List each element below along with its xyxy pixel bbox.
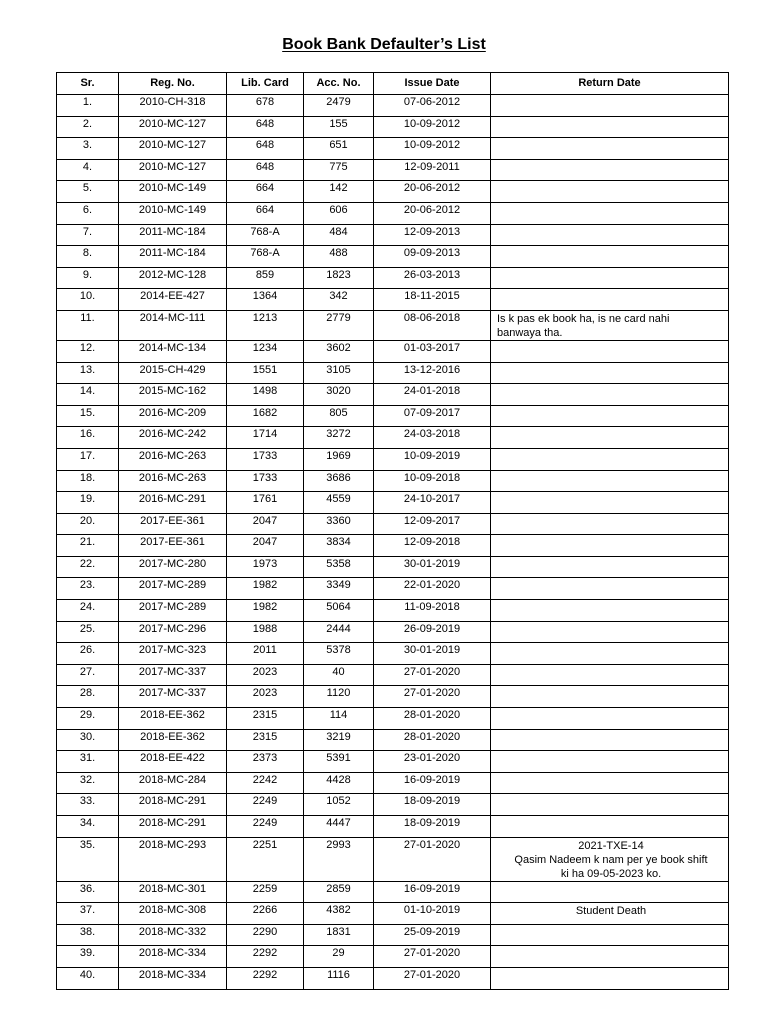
cell-sr: 37. [57, 903, 119, 925]
cell-issue-date: 10-09-2019 [374, 448, 491, 470]
table-row [57, 470, 729, 492]
cell-return-date [491, 578, 729, 600]
cell-acc-no: 5064 [304, 600, 374, 622]
cell-return-date [491, 224, 729, 246]
cell-reg-no: 2014-MC-111 [119, 310, 227, 340]
cell-acc-no: 29 [304, 946, 374, 968]
cell-acc-no: 775 [304, 159, 374, 181]
table-row [57, 816, 729, 838]
cell-reg-no: 2018-MC-332 [119, 924, 227, 946]
table-row [57, 384, 729, 406]
cell-return-date [491, 924, 729, 946]
table-row [57, 946, 729, 968]
cell-return-date [491, 729, 729, 751]
cell-sr: 11. [57, 310, 119, 340]
cell-issue-date: 07-09-2017 [374, 405, 491, 427]
cell-issue-date: 27-01-2020 [374, 837, 491, 881]
cell-issue-date: 30-01-2019 [374, 556, 491, 578]
table-row [57, 95, 729, 117]
cell-reg-no: 2018-MC-291 [119, 794, 227, 816]
cell-sr: 16. [57, 427, 119, 449]
cell-return-date [491, 289, 729, 311]
cell-acc-no: 155 [304, 116, 374, 138]
cell-return-date [491, 492, 729, 514]
column-header-sr: Sr. [57, 73, 119, 95]
cell-lib-card: 648 [227, 159, 304, 181]
cell-sr: 12. [57, 340, 119, 362]
cell-lib-card: 1234 [227, 340, 304, 362]
cell-sr: 7. [57, 224, 119, 246]
cell-lib-card: 1973 [227, 556, 304, 578]
cell-reg-no: 2016-MC-242 [119, 427, 227, 449]
cell-sr: 17. [57, 448, 119, 470]
cell-acc-no: 2859 [304, 881, 374, 903]
cell-issue-date: 10-09-2018 [374, 470, 491, 492]
cell-sr: 40. [57, 967, 119, 989]
table-row [57, 967, 729, 989]
cell-return-date [491, 95, 729, 117]
table-row [57, 708, 729, 730]
cell-lib-card: 2011 [227, 643, 304, 665]
cell-return-date [491, 159, 729, 181]
cell-reg-no: 2018-MC-284 [119, 772, 227, 794]
cell-acc-no: 606 [304, 202, 374, 224]
column-header-lib-card: Lib. Card [227, 73, 304, 95]
cell-sr: 10. [57, 289, 119, 311]
table-row [57, 578, 729, 600]
cell-issue-date: 27-01-2020 [374, 664, 491, 686]
cell-reg-no: 2012-MC-128 [119, 267, 227, 289]
cell-acc-no: 651 [304, 138, 374, 160]
cell-sr: 13. [57, 362, 119, 384]
cell-reg-no: 2017-MC-289 [119, 578, 227, 600]
cell-reg-no: 2018-MC-334 [119, 967, 227, 989]
page-title: Book Bank Defaulter’s List [282, 36, 486, 53]
cell-reg-no: 2014-MC-134 [119, 340, 227, 362]
cell-issue-date: 16-09-2019 [374, 881, 491, 903]
cell-issue-date: 16-09-2019 [374, 772, 491, 794]
cell-issue-date: 27-01-2020 [374, 967, 491, 989]
cell-return-date [491, 138, 729, 160]
column-header-issue-date: Issue Date [374, 73, 491, 95]
cell-return-date [491, 751, 729, 773]
cell-lib-card: 2023 [227, 664, 304, 686]
cell-acc-no: 3105 [304, 362, 374, 384]
table-row [57, 224, 729, 246]
cell-acc-no: 1823 [304, 267, 374, 289]
cell-reg-no: 2018-MC-308 [119, 903, 227, 925]
cell-sr: 20. [57, 513, 119, 535]
return-note-line: 2021-TXE-14 [578, 839, 644, 852]
cell-sr: 35. [57, 837, 119, 881]
cell-acc-no: 114 [304, 708, 374, 730]
cell-acc-no: 4428 [304, 772, 374, 794]
cell-return-date [491, 967, 729, 989]
cell-issue-date: 26-09-2019 [374, 621, 491, 643]
cell-sr: 15. [57, 405, 119, 427]
table-row [57, 751, 729, 773]
cell-acc-no: 5378 [304, 643, 374, 665]
table-body [57, 95, 729, 990]
cell-return-date [491, 405, 729, 427]
cell-lib-card: 768-A [227, 224, 304, 246]
cell-issue-date: 10-09-2012 [374, 138, 491, 160]
cell-reg-no: 2010-MC-149 [119, 202, 227, 224]
cell-issue-date: 07-06-2012 [374, 95, 491, 117]
table-row [57, 362, 729, 384]
cell-return-date [491, 686, 729, 708]
cell-acc-no: 2444 [304, 621, 374, 643]
cell-lib-card: 1982 [227, 578, 304, 600]
cell-acc-no: 3686 [304, 470, 374, 492]
cell-lib-card: 2251 [227, 837, 304, 881]
table-header-row [57, 73, 729, 95]
cell-acc-no: 2993 [304, 837, 374, 881]
table-row [57, 729, 729, 751]
cell-lib-card: 1714 [227, 427, 304, 449]
cell-lib-card: 2047 [227, 535, 304, 557]
cell-sr: 4. [57, 159, 119, 181]
cell-acc-no: 805 [304, 405, 374, 427]
cell-issue-date: 08-06-2018 [374, 310, 491, 340]
cell-return-date [491, 794, 729, 816]
cell-acc-no: 484 [304, 224, 374, 246]
cell-return-date [491, 362, 729, 384]
cell-lib-card: 2047 [227, 513, 304, 535]
cell-issue-date: 26-03-2013 [374, 267, 491, 289]
cell-sr: 38. [57, 924, 119, 946]
cell-issue-date: 18-09-2019 [374, 794, 491, 816]
table-row [57, 621, 729, 643]
cell-issue-date: 24-03-2018 [374, 427, 491, 449]
cell-issue-date: 12-09-2013 [374, 224, 491, 246]
cell-acc-no: 4447 [304, 816, 374, 838]
cell-issue-date: 24-10-2017 [374, 492, 491, 514]
table-row [57, 289, 729, 311]
cell-return-date [491, 816, 729, 838]
return-note-line: Is k pas ek book ha, is ne card nahi [497, 312, 670, 325]
return-note-line: banwaya tha. [497, 326, 563, 339]
cell-reg-no: 2017-MC-296 [119, 621, 227, 643]
table-row [57, 116, 729, 138]
table-row [57, 310, 729, 340]
cell-sr: 9. [57, 267, 119, 289]
cell-reg-no: 2018-MC-334 [119, 946, 227, 968]
cell-return-date: Student Death [491, 903, 729, 925]
table-row [57, 794, 729, 816]
cell-lib-card: 648 [227, 116, 304, 138]
cell-sr: 33. [57, 794, 119, 816]
cell-reg-no: 2017-MC-280 [119, 556, 227, 578]
cell-reg-no: 2010-MC-127 [119, 138, 227, 160]
cell-acc-no: 3272 [304, 427, 374, 449]
cell-issue-date: 12-09-2018 [374, 535, 491, 557]
cell-issue-date: 12-09-2017 [374, 513, 491, 535]
cell-return-date [491, 708, 729, 730]
cell-issue-date: 11-09-2018 [374, 600, 491, 622]
cell-sr: 25. [57, 621, 119, 643]
cell-lib-card: 2292 [227, 967, 304, 989]
table-row [57, 181, 729, 203]
cell-reg-no: 2014-EE-427 [119, 289, 227, 311]
cell-return-date [491, 881, 729, 903]
table-row [57, 643, 729, 665]
cell-acc-no: 1116 [304, 967, 374, 989]
cell-acc-no: 2479 [304, 95, 374, 117]
cell-acc-no: 3360 [304, 513, 374, 535]
cell-lib-card: 1988 [227, 621, 304, 643]
table-row [57, 138, 729, 160]
cell-reg-no: 2016-MC-209 [119, 405, 227, 427]
table-row [57, 159, 729, 181]
cell-acc-no: 1969 [304, 448, 374, 470]
table-row [57, 535, 729, 557]
cell-lib-card: 648 [227, 138, 304, 160]
defaulter-table [56, 72, 729, 990]
cell-acc-no: 4382 [304, 903, 374, 925]
cell-acc-no: 142 [304, 181, 374, 203]
cell-reg-no: 2015-CH-429 [119, 362, 227, 384]
cell-reg-no: 2018-EE-422 [119, 751, 227, 773]
cell-return-date [491, 116, 729, 138]
cell-return-date [491, 621, 729, 643]
cell-return-date [491, 556, 729, 578]
cell-sr: 2. [57, 116, 119, 138]
cell-acc-no: 40 [304, 664, 374, 686]
table-row [57, 772, 729, 794]
cell-lib-card: 859 [227, 267, 304, 289]
cell-issue-date: 12-09-2011 [374, 159, 491, 181]
cell-reg-no: 2017-EE-361 [119, 513, 227, 535]
cell-lib-card: 1682 [227, 405, 304, 427]
cell-issue-date: 20-06-2012 [374, 181, 491, 203]
cell-acc-no: 3349 [304, 578, 374, 600]
table-row [57, 837, 729, 881]
cell-issue-date: 10-09-2012 [374, 116, 491, 138]
cell-reg-no: 2011-MC-184 [119, 246, 227, 268]
cell-sr: 26. [57, 643, 119, 665]
cell-reg-no: 2017-MC-289 [119, 600, 227, 622]
cell-lib-card: 1982 [227, 600, 304, 622]
table-row [57, 492, 729, 514]
cell-lib-card: 2259 [227, 881, 304, 903]
cell-sr: 21. [57, 535, 119, 557]
cell-return-date [491, 664, 729, 686]
cell-sr: 24. [57, 600, 119, 622]
cell-sr: 39. [57, 946, 119, 968]
cell-lib-card: 1733 [227, 470, 304, 492]
cell-return-date [491, 448, 729, 470]
table-row [57, 881, 729, 903]
cell-sr: 5. [57, 181, 119, 203]
cell-acc-no: 488 [304, 246, 374, 268]
cell-issue-date: 01-03-2017 [374, 340, 491, 362]
cell-reg-no: 2015-MC-162 [119, 384, 227, 406]
cell-lib-card: 1213 [227, 310, 304, 340]
cell-issue-date: 18-09-2019 [374, 816, 491, 838]
cell-acc-no: 1120 [304, 686, 374, 708]
cell-issue-date: 01-10-2019 [374, 903, 491, 925]
cell-sr: 18. [57, 470, 119, 492]
cell-reg-no: 2018-MC-293 [119, 837, 227, 881]
cell-lib-card: 2373 [227, 751, 304, 773]
cell-issue-date: 09-09-2013 [374, 246, 491, 268]
cell-sr: 14. [57, 384, 119, 406]
table-row [57, 340, 729, 362]
cell-reg-no: 2018-EE-362 [119, 708, 227, 730]
cell-reg-no: 2010-MC-149 [119, 181, 227, 203]
cell-sr: 22. [57, 556, 119, 578]
cell-reg-no: 2017-MC-323 [119, 643, 227, 665]
cell-acc-no: 4559 [304, 492, 374, 514]
cell-sr: 31. [57, 751, 119, 773]
column-header-acc-no: Acc. No. [304, 73, 374, 95]
cell-issue-date: 28-01-2020 [374, 708, 491, 730]
cell-lib-card: 1364 [227, 289, 304, 311]
cell-reg-no: 2017-MC-337 [119, 664, 227, 686]
cell-acc-no: 5358 [304, 556, 374, 578]
cell-reg-no: 2011-MC-184 [119, 224, 227, 246]
cell-return-date [491, 600, 729, 622]
cell-lib-card: 2315 [227, 729, 304, 751]
cell-return-date [491, 267, 729, 289]
cell-lib-card: 664 [227, 181, 304, 203]
cell-sr: 23. [57, 578, 119, 600]
cell-return-date [491, 643, 729, 665]
cell-lib-card: 1761 [227, 492, 304, 514]
table-row [57, 513, 729, 535]
cell-lib-card: 2249 [227, 816, 304, 838]
cell-lib-card: 2023 [227, 686, 304, 708]
return-note-line: ki ha 09-05-2023 ko. [560, 867, 662, 880]
cell-reg-no: 2010-MC-127 [119, 116, 227, 138]
table-row [57, 267, 729, 289]
cell-issue-date: 25-09-2019 [374, 924, 491, 946]
cell-return-date [491, 340, 729, 362]
cell-sr: 36. [57, 881, 119, 903]
cell-return-date [491, 513, 729, 535]
cell-reg-no: 2018-EE-362 [119, 729, 227, 751]
cell-sr: 6. [57, 202, 119, 224]
cell-return-date [491, 246, 729, 268]
table-row [57, 556, 729, 578]
table-row [57, 427, 729, 449]
cell-sr: 32. [57, 772, 119, 794]
cell-sr: 30. [57, 729, 119, 751]
cell-acc-no: 5391 [304, 751, 374, 773]
cell-sr: 34. [57, 816, 119, 838]
cell-issue-date: 24-01-2018 [374, 384, 491, 406]
cell-sr: 3. [57, 138, 119, 160]
cell-lib-card: 2292 [227, 946, 304, 968]
cell-lib-card: 2266 [227, 903, 304, 925]
cell-return-date [491, 384, 729, 406]
cell-issue-date: 20-06-2012 [374, 202, 491, 224]
cell-lib-card: 2249 [227, 794, 304, 816]
table-row [57, 664, 729, 686]
cell-acc-no: 1831 [304, 924, 374, 946]
cell-reg-no: 2010-MC-127 [119, 159, 227, 181]
cell-reg-no: 2017-EE-361 [119, 535, 227, 557]
table-row [57, 448, 729, 470]
cell-lib-card: 2242 [227, 772, 304, 794]
cell-sr: 8. [57, 246, 119, 268]
cell-reg-no: 2016-MC-263 [119, 470, 227, 492]
cell-reg-no: 2018-MC-291 [119, 816, 227, 838]
column-header-reg-no: Reg. No. [119, 73, 227, 95]
cell-reg-no: 2010-CH-318 [119, 95, 227, 117]
cell-lib-card: 678 [227, 95, 304, 117]
cell-issue-date: 27-01-2020 [374, 946, 491, 968]
table-row [57, 686, 729, 708]
cell-return-date [491, 427, 729, 449]
cell-issue-date: 28-01-2020 [374, 729, 491, 751]
cell-lib-card: 768-A [227, 246, 304, 268]
cell-lib-card: 2290 [227, 924, 304, 946]
cell-return-date [491, 202, 729, 224]
cell-lib-card: 1498 [227, 384, 304, 406]
cell-acc-no: 3602 [304, 340, 374, 362]
table-row [57, 202, 729, 224]
cell-issue-date: 23-01-2020 [374, 751, 491, 773]
cell-reg-no: 2018-MC-301 [119, 881, 227, 903]
table-row [57, 405, 729, 427]
cell-return-date [491, 946, 729, 968]
cell-sr: 27. [57, 664, 119, 686]
cell-sr: 1. [57, 95, 119, 117]
cell-acc-no: 3834 [304, 535, 374, 557]
return-note-line: Qasim Nadeem k nam per ye book shift [514, 853, 708, 866]
cell-acc-no: 1052 [304, 794, 374, 816]
cell-issue-date: 30-01-2019 [374, 643, 491, 665]
cell-issue-date: 27-01-2020 [374, 686, 491, 708]
cell-return-date [491, 310, 729, 340]
cell-issue-date: 13-12-2016 [374, 362, 491, 384]
cell-reg-no: 2016-MC-263 [119, 448, 227, 470]
cell-reg-no: 2017-MC-337 [119, 686, 227, 708]
cell-lib-card: 1733 [227, 448, 304, 470]
cell-sr: 19. [57, 492, 119, 514]
cell-lib-card: 1551 [227, 362, 304, 384]
table-row [57, 600, 729, 622]
table-row [57, 924, 729, 946]
cell-lib-card: 664 [227, 202, 304, 224]
cell-return-date [491, 535, 729, 557]
cell-return-date [491, 772, 729, 794]
cell-reg-no: 2016-MC-291 [119, 492, 227, 514]
cell-issue-date: 18-11-2015 [374, 289, 491, 311]
cell-acc-no: 3219 [304, 729, 374, 751]
cell-sr: 28. [57, 686, 119, 708]
cell-lib-card: 2315 [227, 708, 304, 730]
cell-acc-no: 342 [304, 289, 374, 311]
cell-sr: 29. [57, 708, 119, 730]
table-row [57, 246, 729, 268]
cell-acc-no: 2779 [304, 310, 374, 340]
column-header-return-date: Return Date [491, 73, 729, 95]
table-row [57, 903, 729, 925]
cell-return-date [491, 470, 729, 492]
cell-acc-no: 3020 [304, 384, 374, 406]
cell-issue-date: 22-01-2020 [374, 578, 491, 600]
cell-return-date [491, 837, 729, 881]
cell-return-date [491, 181, 729, 203]
